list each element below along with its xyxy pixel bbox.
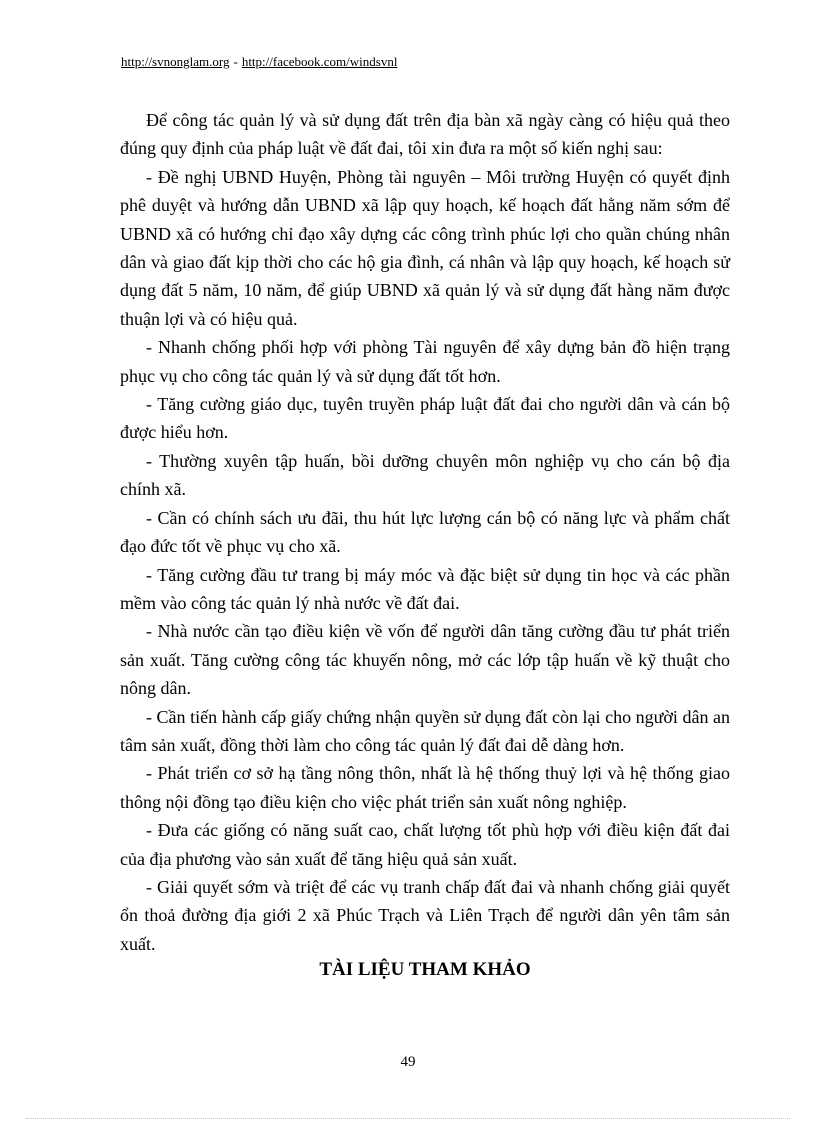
paragraph: - Nhà nước cần tạo điều kiện về vốn để người dân tăng cường đầu tư phát triển sản xuất. Tăng cường công tác khuyến nông, mở các lớp tập huấn về kỹ thuật cho nông dân. [120, 621, 730, 699]
paragraph: - Tăng cường đầu tư trang bị máy móc và đặc biệt sử dụng tin học và các phần mềm vào công tác quản lý nhà nước về đất đai. [120, 564, 730, 613]
facebook-link[interactable]: http://facebook.com/windsvnl [241, 54, 398, 69]
document-body [120, 106, 730, 958]
paragraph: - Phát triển cơ sở hạ tầng nông thôn, nhất là hệ thống thuỷ lợi và hệ thống giao thông nội đồng tạo điều kiện cho việc phát triển sản xuất nông nghiệp. [120, 763, 730, 812]
paragraph: - Đưa các giống có năng suất cao, chất lượng tốt phù hợp với điều kiện đất đai của địa phương vào sản xuất để tăng hiệu quả sản xuất. [120, 820, 730, 869]
paragraph: - Cần tiến hành cấp giấy chứng nhận quyền sử dụng đất còn lại cho người dân an tâm sản xuất, đồng thời làm cho công tác quản lý đất đai dễ dàng hơn. [120, 706, 730, 755]
page-number: 49 [400, 1054, 416, 1070]
paragraph: - Nhanh chống phối hợp với phòng Tài nguyên để xây dựng bản đồ hiện trạng phục vụ cho công tác quản lý và sử dụng đất tốt hơn. [120, 337, 730, 386]
svnonglam-link[interactable]: http://svnonglam.org [121, 54, 230, 69]
paragraph: Để công tác quản lý và sử dụng đất trên địa bàn xã ngày càng có hiệu quả theo đúng quy định của pháp luật về đất đai, tôi xin đưa ra một số kiến nghị sau: [120, 110, 730, 159]
header-separator: - [233, 54, 238, 69]
page-header [121, 53, 397, 71]
paragraph: - Giải quyết sớm và triệt để các vụ tranh chấp đất đai và nhanh chống giải quyết ổn thoả đường địa giới 2 xã Phúc Trạch và Liên Trạch để người dân yên tâm sản xuất. [120, 876, 730, 954]
references-heading: TÀI LIỆU THAM KHẢO [319, 959, 531, 980]
paragraph: - Đề nghị UBND Huyện, Phòng tài nguyên – Môi trường Huyện có quyết định phê duyệt và hướng dẫn UBND xã lập quy hoạch, kế hoạch đất hằng năm sớm để UBND xã có hướng chỉ đạo xây dựng các công trình phúc lợi cho quần chúng nhân dân và giao đất kịp thời cho các hộ gia đình, cá nhân và lập quy hoạch, kế hoạch sử dụng đất 5 năm, 10 năm, để giúp UBND xã quản lý và sử dụng đất hàng năm được thuận lợi và có hiệu quả. [120, 166, 730, 329]
paragraph: - Thường xuyên tập huấn, bồi dưỡng chuyên môn nghiệp vụ cho cán bộ địa chính xã. [120, 450, 730, 500]
page-bottom-divider [26, 1118, 790, 1119]
paragraph: - Cần có chính sách ưu đãi, thu hút lực lượng cán bộ có năng lực và phẩm chất đạo đức tốt về phục vụ cho xã. [120, 507, 730, 557]
paragraph: - Tăng cường giáo dục, tuyên truyền pháp luật đất đai cho người dân và cán bộ được hiểu hơn. [120, 394, 730, 443]
